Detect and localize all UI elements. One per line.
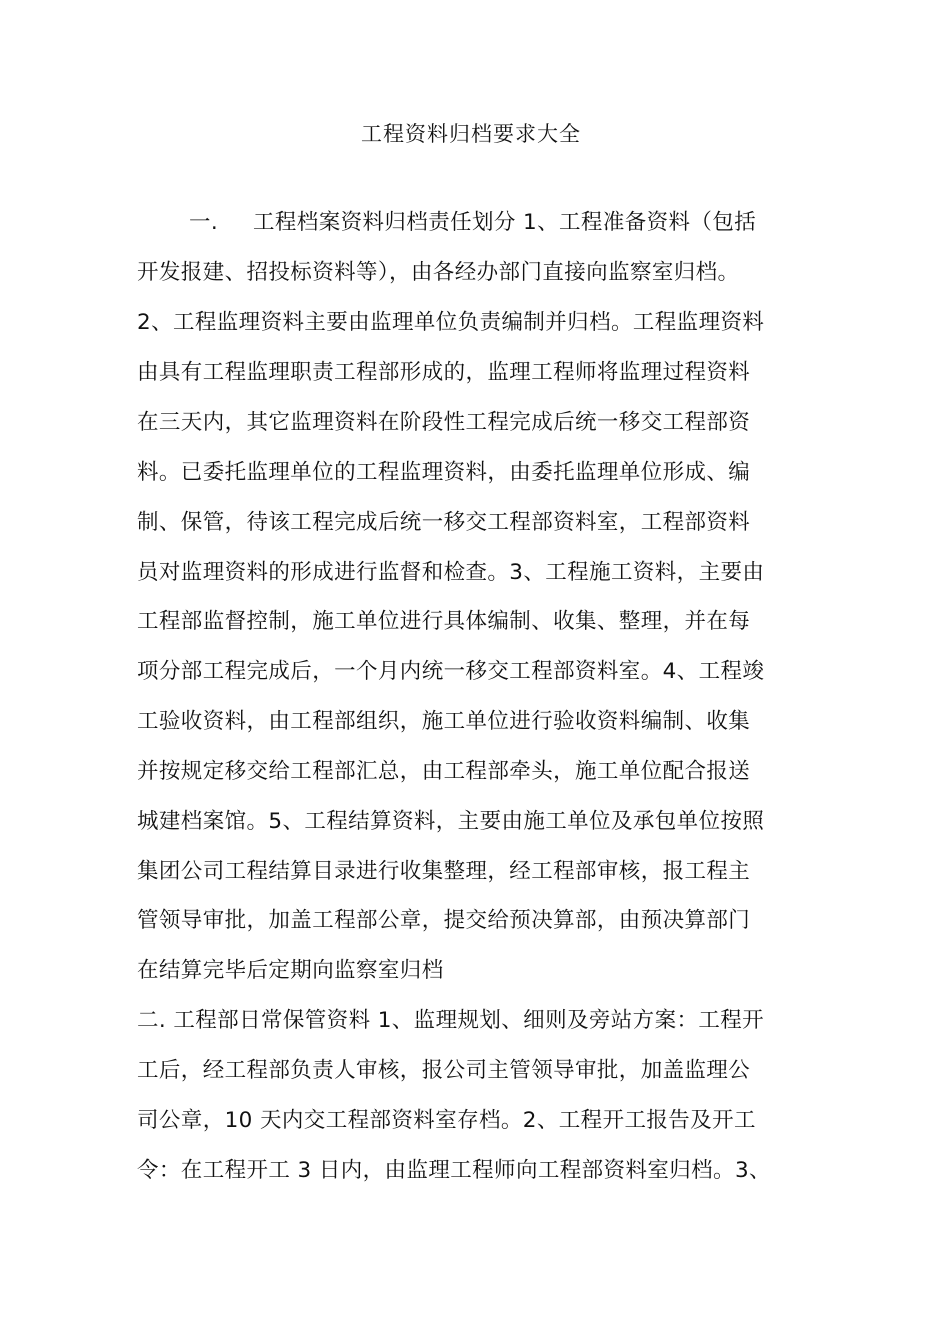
section-number: 一.: [189, 210, 219, 235]
paragraph-line: 集团公司工程结算目录进行收集整理，经工程部审核，报工程主: [137, 859, 751, 884]
paragraph-line: 城建档案馆。5、工程结算资料，主要由施工单位及承包单位按照: [137, 809, 765, 834]
paragraph-line: 开发报建、招投标资料等），由各经办部门直接向监察室归档。: [137, 260, 740, 285]
paragraph-line: 料。已委托监理单位的工程监理资料，由委托监理单位形成、编: [137, 460, 751, 485]
paragraph-line: 由具有工程监理职责工程部形成的，监理工程师将监理过程资料: [137, 360, 751, 385]
paragraph-line: 并按规定移交给工程部汇总，由工程部牵头，施工单位配合报送: [137, 759, 751, 784]
paragraph-line: 在三天内，其它监理资料在阶段性工程完成后统一移交工程部资: [137, 410, 751, 435]
document-title: 工程资料归档要求大全: [361, 122, 581, 146]
paragraph-line-text: 工程档案资料归档责任划分 1、工程准备资料（包括: [253, 210, 757, 235]
paragraph-line: 工验收资料，由工程部组织，施工单位进行验收资料编制、收集: [137, 709, 751, 734]
paragraph-line: 管领导审批，加盖工程部公章，提交给预决算部，由预决算部门: [137, 908, 751, 933]
paragraph-line: 员对监理资料的形成进行监督和检查。3、工程施工资料，主要由: [137, 560, 765, 585]
paragraph-line: 项分部工程完成后，一个月内统一移交工程部资料室。4、工程竣: [137, 659, 765, 684]
paragraph-line: [137, 207, 756, 239]
paragraph-line: 工程部监督控制，施工单位进行具体编制、收集、整理，并在每: [137, 609, 751, 634]
paragraph-line: 令：在工程开工 3 日内，由监理工程师向工程部资料室归档。3、: [137, 1158, 771, 1183]
paragraph-line: 制、保管，待该工程完成后统一移交工程部资料室，工程部资料: [137, 510, 751, 535]
paragraph-line: 司公章，10 天内交工程部资料室存档。2、工程开工报告及开工: [137, 1108, 756, 1133]
paragraph-line: 二. 工程部日常保管资料 1、监理规划、细则及旁站方案：工程开: [137, 1008, 765, 1033]
paragraph-line: 工后，经工程部负责人审核，报公司主管领导审批，加盖监理公: [137, 1058, 751, 1083]
paragraph-line: 2、工程监理资料主要由监理单位负责编制并归档。工程监理资料: [137, 310, 765, 335]
paragraph-line: 在结算完毕后定期向监察室归档: [137, 958, 444, 983]
